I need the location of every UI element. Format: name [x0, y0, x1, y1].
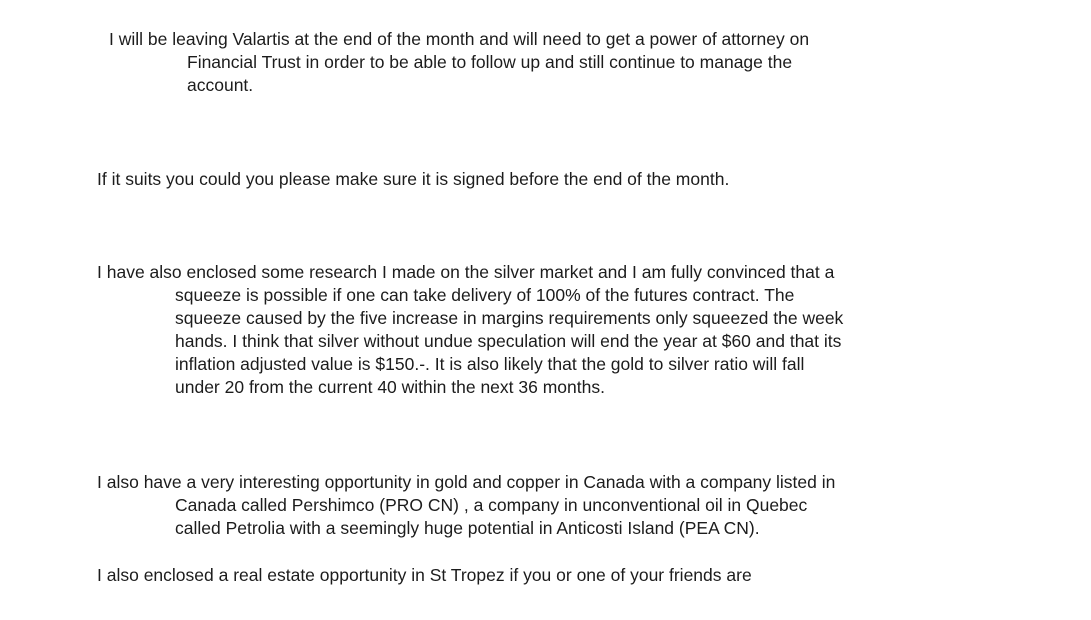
paragraph-line: If it suits you could you please make sure it is signed before the end of the month.	[97, 169, 730, 189]
paragraph-silver-research	[97, 261, 843, 399]
paragraph-line: I will be leaving Valartis at the end of the month and will need to get a power of attorney on	[109, 29, 810, 49]
paragraph-canada-opportunity	[97, 471, 835, 540]
paragraph-line: I also have a very interesting opportunity in gold and copper in Canada with a company listed in	[97, 472, 836, 492]
paragraph-line: I have also enclosed some research I made on the silver market and I am fully convinced that a	[97, 262, 835, 282]
paragraph-line: Financial Trust in order to be able to follow up and still continue to manage the	[187, 52, 793, 72]
paragraph-line: Canada called Pershimco (PRO CN) , a company in unconventional oil in Quebec	[175, 495, 808, 515]
paragraph-line: I also enclosed a real estate opportunity in St Tropez if you or one of your friends are	[97, 565, 752, 585]
paragraph-line: inflation adjusted value is $150.-. It is also likely that the gold to silver ratio will fall	[175, 354, 805, 374]
paragraph-signature-request	[97, 168, 729, 191]
paragraph-line: under 20 from the current 40 within the next 36 months.	[175, 377, 605, 397]
paragraph-line: called Petrolia with a seemingly huge potential in Anticosti Island (PEA CN).	[175, 518, 760, 538]
paragraph-real-estate	[97, 564, 752, 587]
paragraph-line: squeeze caused by the five increase in margins requirements only squeezed the week	[175, 308, 844, 328]
paragraph-line: squeeze is possible if one can take delivery of 100% of the futures contract. The	[175, 285, 795, 305]
paragraph-power-of-attorney	[109, 28, 809, 97]
paragraph-line: hands. I think that silver without undue speculation will end the year at $60 and that its	[175, 331, 842, 351]
paragraph-line: account.	[187, 75, 254, 95]
